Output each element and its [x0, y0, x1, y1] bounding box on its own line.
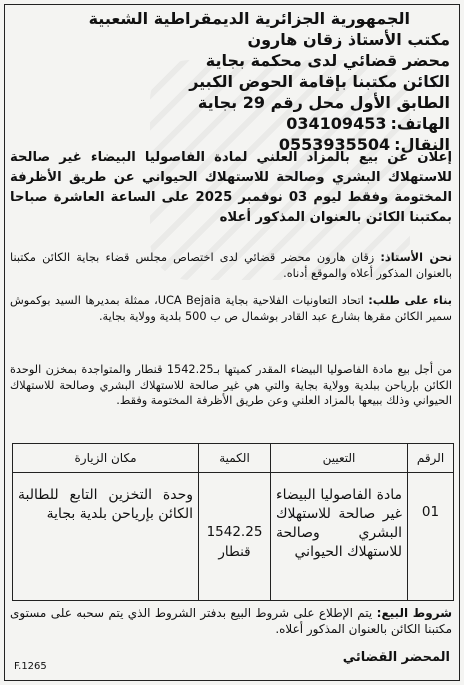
conditions-text: يتم الإطلاع على شروط البيع بدفتر الشروط الذي يتم سحبه على مستوى مكتبنا الكائن بالعنوان المذكور أعلاه. [10, 606, 452, 636]
header-location: مكان الزيارة [13, 444, 199, 473]
cell-designation: مادة الفاصوليا البيضاء غير صالحة للاستهلاك البشري وصالحة للاستهلاك الحيواني [271, 473, 408, 601]
intro-text: زقان هارون محضر قضائي لدى اختصاص مجلس قضاء بجاية الكائن مكتبنا بالعنوان المذكور أعلاه والموقع أدناه. [10, 251, 452, 280]
sale-announcement: إعلان عن بيع بالمزاد العلني لمادة الفاصوليا البيضاء غير صالحة للاستهلاك البشري وصالحة للاستهلاك الحيواني عن طريق الأظرفة المختومة وفقط ليوم 03 نوفمبر 2025 على الساعة العاشرة صباحا بمكتبنا الكائن بالعنوان المذكور أعلاه [10, 150, 453, 225]
signature-label: المحضر القضائي [342, 650, 450, 665]
mobile-label: النقال: [394, 135, 450, 154]
cell-number: 01 [408, 473, 454, 601]
request-label: بناء على طلب: [368, 294, 452, 307]
table-row [13, 473, 454, 601]
sale-conditions [10, 605, 452, 637]
office-name: مكتب الأستاذ زقان هارون [247, 30, 450, 49]
header-quantity: الكمية [199, 444, 271, 473]
conditions-label: شروط البيع: [376, 606, 452, 620]
phone-number: 034109453 [286, 114, 387, 133]
intro-paragraph [10, 250, 452, 281]
phone-line [10, 113, 450, 134]
purpose-paragraph: من أجل بيع مادة الفاصوليا البيضاء المقدر كميتها بـ1542.25 قنطار والمتواجدة بمخزن الوحدة الكائن بإرياحن ببلدية وولاية بجاية والتي هي غير صالحة للاستهلاك البشري وصالحة للاستهلاك الحيواني وذلك ببيعها بالمزاد العلني وعن طريق الأظرفة المختومة وفقط. [10, 363, 453, 407]
request-paragraph [10, 293, 452, 324]
request-text: اتحاد التعاونيات الفلاحية بجاية UCA Bejaia، ممثلة بمديرها السيد بوكموش سمير الكائن مقرها بشارع عبد القادر بوشمال ص ب 500 بلدية وولاية بجاية. [10, 294, 452, 323]
office-address-line2: الطابق الأول محل رقم 29 بجاية [197, 93, 450, 112]
mobile-number: 0553935504 [278, 135, 391, 154]
intro-label: نحن الأستاذ: [380, 251, 452, 264]
table-header-row [13, 444, 454, 473]
reference-number: F.1265 [14, 661, 47, 672]
republic-name: الجمهورية الجزائرية الديمقراطية الشعبية [88, 9, 410, 28]
office-address-line1: الكائن مكتبنا بإقامة الحوض الكبير [189, 72, 450, 91]
header-number: الرقم [408, 444, 454, 473]
items-table [12, 443, 454, 601]
bailiff-title: محضر قضائي لدى محكمة بجاية [205, 51, 450, 70]
header-designation: التعيين [271, 444, 408, 473]
cell-location: وحدة التخزين التابع للطالبة الكائن بإرياحن بلدية بجاية [13, 473, 199, 601]
notice-header [10, 8, 450, 155]
cell-quantity: 1542.25 قنطار [199, 473, 271, 601]
phone-label: الهاتف: [390, 114, 450, 133]
